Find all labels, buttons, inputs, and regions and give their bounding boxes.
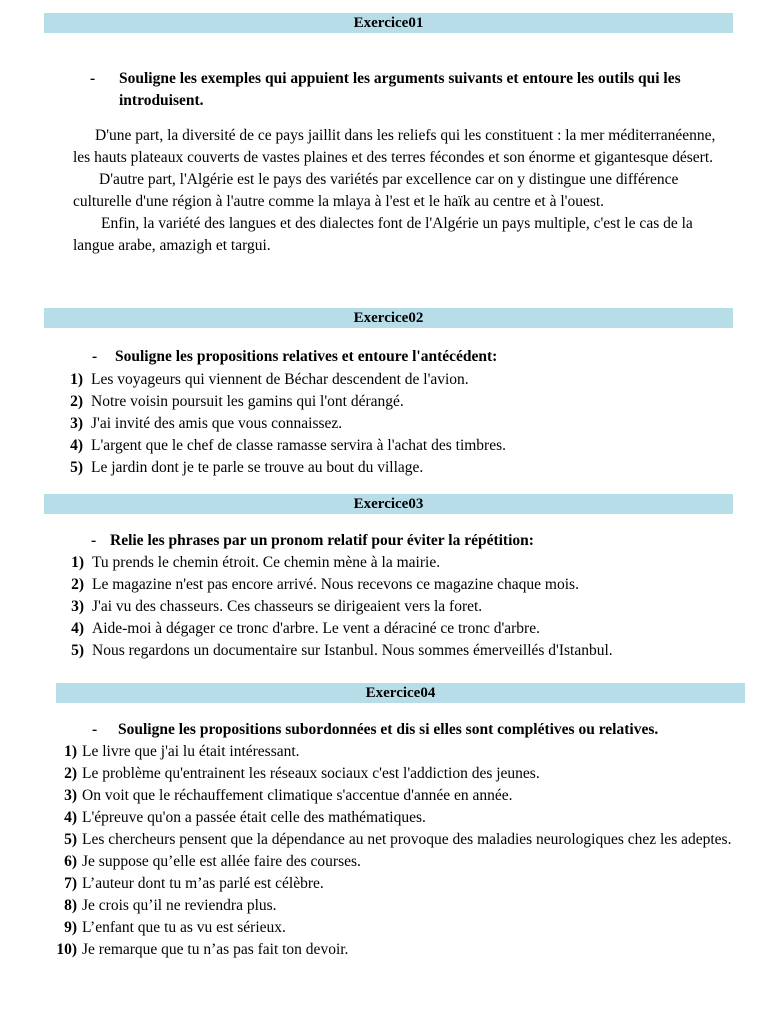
exercise-1-text bbox=[73, 125, 733, 257]
item-number: 10) bbox=[56, 941, 77, 958]
exercise-2-title: Exercice02 bbox=[44, 308, 733, 328]
exercise-4-instruction bbox=[92, 719, 752, 741]
item-text: Le livre que j'ai lu était intéressant. bbox=[82, 743, 300, 760]
exercise-4-title: Exercice04 bbox=[56, 683, 745, 703]
exercise-4-list bbox=[56, 741, 732, 961]
list-item bbox=[71, 618, 732, 640]
list-item bbox=[70, 413, 731, 435]
list-item bbox=[64, 829, 732, 851]
item-number: 8) bbox=[64, 897, 77, 914]
exercise-1-title: Exercice01 bbox=[44, 13, 733, 33]
item-number: 2) bbox=[71, 576, 84, 593]
item-text: L’enfant que tu as vu est sérieux. bbox=[82, 919, 286, 936]
list-item bbox=[64, 763, 732, 785]
item-number: 4) bbox=[70, 437, 83, 454]
item-number: 5) bbox=[71, 642, 84, 659]
item-text: Je crois qu’il ne reviendra plus. bbox=[82, 897, 277, 914]
list-item bbox=[64, 895, 732, 917]
item-number: 3) bbox=[70, 415, 83, 432]
bullet-dash: - bbox=[91, 532, 97, 549]
paragraph-3: Enfin, la variété des langues et des dialectes font de l'Algérie un pays multiple, c'est le cas de la langue arabe, amazigh et targui. bbox=[73, 215, 693, 254]
exercise-3-instruction bbox=[91, 530, 731, 552]
item-number: 2) bbox=[64, 765, 77, 782]
item-number: 4) bbox=[64, 809, 77, 826]
list-item bbox=[64, 741, 732, 763]
item-number: 1) bbox=[70, 371, 83, 388]
item-text: J'ai vu des chasseurs. Ces chasseurs se dirigeaient vers la foret. bbox=[92, 598, 483, 615]
list-item bbox=[71, 574, 732, 596]
list-item bbox=[64, 917, 732, 939]
instruction-text: Souligne les propositions relatives et entoure l'antécédent: bbox=[115, 348, 498, 365]
list-item bbox=[71, 596, 732, 618]
item-number: 3) bbox=[64, 787, 77, 804]
instruction-text: Souligne les propositions subordonnées et dis si elles sont complétives ou relatives. bbox=[118, 721, 659, 738]
item-text: Les chercheurs pensent que la dépendance au net provoque des maladies neurologiques chez les adeptes. bbox=[82, 831, 732, 848]
item-number: 5) bbox=[70, 459, 83, 476]
bullet-dash: - bbox=[92, 721, 98, 738]
item-number: 3) bbox=[71, 598, 84, 615]
item-text: L'épreuve qu'on a passée était celle des mathématiques. bbox=[82, 809, 426, 826]
item-text: Tu prends le chemin étroit. Ce chemin mène à la mairie. bbox=[92, 554, 441, 571]
list-item bbox=[70, 391, 731, 413]
item-text: Les voyageurs qui viennent de Béchar descendent de l'avion. bbox=[91, 371, 469, 388]
item-number: 1) bbox=[71, 554, 84, 571]
item-text: Le magazine n'est pas encore arrivé. Nous recevons ce magazine chaque mois. bbox=[92, 576, 579, 593]
item-text: Aide-moi à dégager ce tronc d'arbre. Le vent a déraciné ce tronc d'arbre. bbox=[92, 620, 540, 637]
item-text: On voit que le réchauffement climatique s'accentue d'année en année. bbox=[82, 787, 513, 804]
item-text: Le problème qu'entrainent les réseaux sociaux c'est l'addiction des jeunes. bbox=[82, 765, 540, 782]
item-number: 6) bbox=[64, 853, 77, 870]
list-item bbox=[71, 552, 732, 574]
item-number: 1) bbox=[64, 743, 77, 760]
list-item bbox=[64, 785, 732, 807]
list-item bbox=[70, 457, 731, 479]
item-text: L’auteur dont tu m’as parlé est célèbre. bbox=[82, 875, 324, 892]
item-number: 4) bbox=[71, 620, 84, 637]
exercise-1-instruction bbox=[90, 68, 730, 112]
exercise-3-list bbox=[71, 552, 732, 662]
item-number: 7) bbox=[64, 875, 77, 892]
exercise-2-list bbox=[70, 369, 731, 479]
list-item bbox=[64, 851, 732, 873]
bullet-dash: - bbox=[92, 348, 98, 365]
list-item bbox=[70, 435, 731, 457]
instruction-text: Souligne les exemples qui appuient les arguments suivants et entoure les outils qui les introduisent. bbox=[119, 70, 681, 109]
bullet-dash: - bbox=[90, 70, 96, 87]
item-number: 9) bbox=[64, 919, 77, 936]
item-text: Le jardin dont je te parle se trouve au bout du village. bbox=[91, 459, 424, 476]
item-text: Nous regardons un documentaire sur Istanbul. Nous sommes émerveillés d'Istanbul. bbox=[92, 642, 613, 659]
paragraph-1: D'une part, la diversité de ce pays jaillit dans les reliefs qui les constituent : la mer méditerranéenne, les hauts plateaux couverts de vastes plaines et des terres fécondes et son énorme et gigantesque désert. bbox=[73, 127, 716, 166]
list-item bbox=[64, 873, 732, 895]
list-item bbox=[71, 640, 732, 662]
item-text: Notre voisin poursuit les gamins qui l'ont dérangé. bbox=[91, 393, 404, 410]
item-text: Je remarque que tu n’as pas fait ton devoir. bbox=[82, 941, 349, 958]
list-item bbox=[70, 369, 731, 391]
paragraph-2: D'autre part, l'Algérie est le pays des variétés par excellence car on y distingue une différence culturelle d'une région à l'autre comme la mlaya à l'est et le haïk au centre et à l'ouest. bbox=[73, 171, 679, 210]
item-number: 5) bbox=[64, 831, 77, 848]
item-text: J'ai invité des amis que vous connaissez. bbox=[91, 415, 343, 432]
instruction-text: Relie les phrases par un pronom relatif pour éviter la répétition: bbox=[110, 532, 534, 549]
list-item bbox=[64, 807, 732, 829]
list-item bbox=[56, 939, 732, 961]
exercise-3-title: Exercice03 bbox=[44, 494, 733, 514]
item-text: Je suppose qu’elle est allée faire des courses. bbox=[82, 853, 361, 870]
exercise-2-instruction bbox=[92, 346, 732, 368]
item-number: 2) bbox=[70, 393, 83, 410]
item-text: L'argent que le chef de classe ramasse servira à l'achat des timbres. bbox=[91, 437, 507, 454]
